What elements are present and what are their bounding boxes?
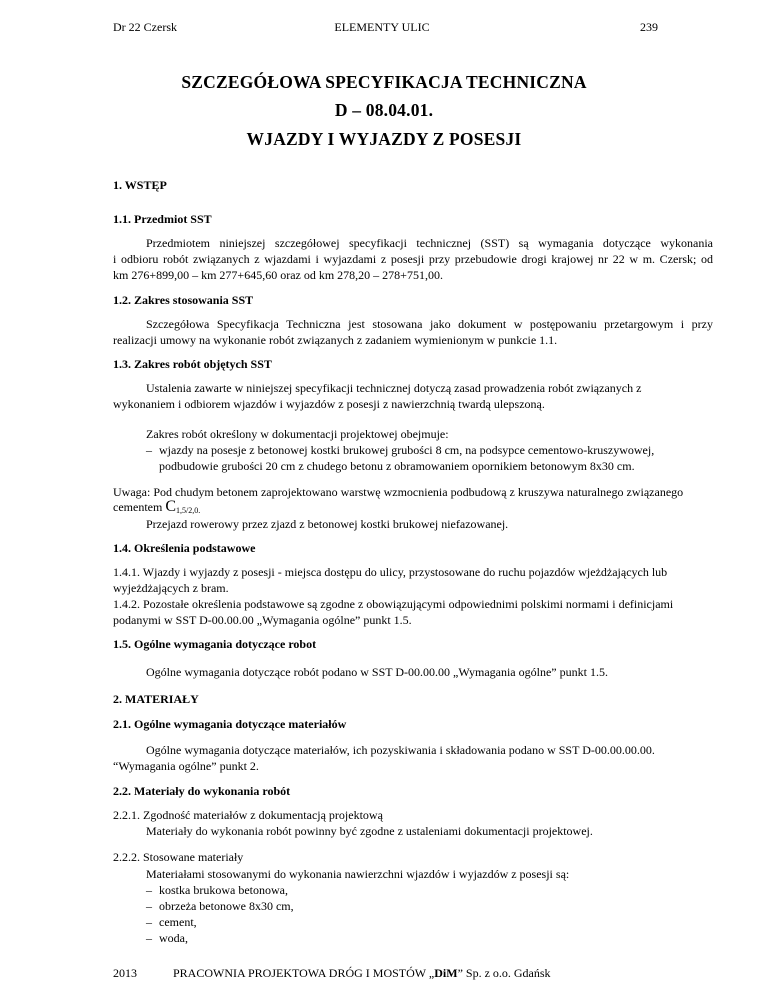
list-item: – cement, — [146, 915, 197, 929]
paragraph-line: 2.2.2. Stosowane materiały — [113, 850, 244, 864]
list-item-text: wjazdy na posesje z betonowej kostki brukowej grubości 8 cm, na podsypce cementowo-kruszywowej, — [159, 443, 655, 457]
paragraph-line: 1.4.2. Pozostałe określenia podstawowe są zgodne z obowiązującymi odpowiednimi polskimi normami i definicjami — [113, 597, 674, 611]
subsection-heading: 1.2. Zakres stosowania SST — [113, 293, 254, 307]
paragraph-line: Ogólne wymagania dotyczące robót podano w SST D-00.00.00 „Wymagania ogólne” punkt 1.5. — [146, 665, 608, 679]
paragraph-line: 1.4.1. Wjazdy i wyjazdy z posesji - miejsca dostępu do ulicy, przystosowane do ruchu pojazdów wjeżdżających lub — [113, 565, 668, 579]
paragraph-line: Ustalenia zawarte w niniejszej specyfikacji technicznej dotyczą zasad prowadzenia robót związanych z — [146, 381, 642, 395]
formula-c: C — [165, 498, 176, 515]
footer-year: 2013 — [113, 966, 137, 980]
list-item — [146, 442, 654, 458]
list-item: – kostka brukowa betonowa, — [146, 883, 288, 897]
page-number: 239 — [640, 20, 658, 34]
dash-bullet: – — [146, 443, 152, 457]
paragraph-line: podbudowie grubości 20 cm z chudego betonu z obramowaniem opornikiem betonowym 8x30 cm. — [159, 459, 635, 473]
paragraph-line: Zakres robót określony w dokumentacji projektowej obejmuje: — [146, 427, 449, 441]
paragraph-line: Szczegółowa Specyfikacja Techniczna jest stosowana jako dokument w postępowaniu przetargowym i przy — [146, 317, 713, 331]
paragraph-line: wykonaniem i odbiorem wjazdów i wyjazdów z posesji z nawierzchnią twardą ulepszoną. — [113, 397, 545, 411]
subsection-heading: 2.1. Ogólne wymagania dotyczące materiałów — [113, 717, 347, 731]
subsection-heading: 1.3. Zakres robót objętych SST — [113, 357, 272, 371]
section-heading: 2. MATERIAŁY — [113, 692, 199, 706]
paragraph-line-formula: cementem $C_{1,5/2,0.}$ — [113, 498, 201, 515]
subsection-heading: 2.2. Materiały do wykonania robót — [113, 784, 291, 798]
paragraph-line: Materiałami stosowanymi do wykonania nawierzchni wjazdów i wyjazdów z posesji są: — [146, 867, 570, 881]
paragraph-line: Materiały do wykonania robót powinny być zgodne z ustaleniami dokumentacji projektowej. — [146, 824, 593, 838]
footer-brand: DiM — [434, 966, 458, 980]
section-heading: 1. WSTĘP — [113, 178, 167, 192]
header-left: Dr 22 Czersk — [113, 20, 177, 34]
list-item: – obrzeża betonowe 8x30 cm, — [146, 899, 294, 913]
paragraph-line: “Wymagania ogólne” punkt 2. — [113, 759, 259, 773]
document-title: SZCZEGÓŁOWA SPECYFIKACJA TECHNICZNA — [181, 72, 587, 92]
subsection-heading: 1.5. Ogólne wymagania dotyczące robot — [113, 637, 317, 651]
paragraph-line: Przedmiotem niniejszej szczegółowej specyfikacji technicznej (SST) są wymagania dotyczące wykonania — [146, 236, 713, 250]
footer-text: PRACOWNIA PROJEKTOWA DRÓG I MOSTÓW „DiM” Sp. z o.o. Gdańsk — [173, 966, 551, 980]
paragraph-line: i odbioru robót związanych z wjazdami i wyjazdami z posesji przy przebudowie drogi krajowej nr 22 w m. Czersk; od — [113, 252, 713, 266]
list-item: – woda, — [146, 931, 188, 945]
paragraph-line: podanymi w SST D-00.00.00 „Wymagania ogólne” punkt 1.5. — [113, 613, 412, 627]
paragraph-line: 2.2.1. Zgodność materiałów z dokumentacją projektową — [113, 808, 383, 822]
paragraph-line: Ogólne wymagania dotyczące materiałów, ich pozyskiwania i składowania podano w SST D-00.00.00.00. — [146, 743, 655, 757]
paragraph-line: realizacji umowy na wykonanie robót związanych z zadaniem wymienionym w punkcie 1.1. — [113, 333, 558, 347]
subsection-heading: 1.1. Przedmiot SST — [113, 212, 212, 226]
subsection-heading: 1.4. Określenia podstawowe — [113, 541, 256, 555]
paragraph-line: wyjeżdżających z bram. — [113, 581, 229, 595]
paragraph-line: Uwaga: Pod chudym betonem zaprojektowano warstwę wzmocnienia podbudową z kruszywa naturalnego związanego — [113, 485, 684, 499]
paragraph-line: Przejazd rowerowy przez zjazd z betonowej kostki brukowej niefazowanej. — [146, 517, 509, 531]
header-center: ELEMENTY ULIC — [334, 20, 430, 34]
paragraph-line: km 276+899,00 – km 277+645,60 oraz od km 278,20 – 278+751,00. — [113, 268, 443, 282]
document-code: D – 08.04.01. — [334, 100, 434, 120]
document-subtitle: WJAZDY I WYJAZDY Z POSESJI — [246, 129, 522, 149]
formula-subscript: 1,5/2,0 — [175, 506, 199, 515]
